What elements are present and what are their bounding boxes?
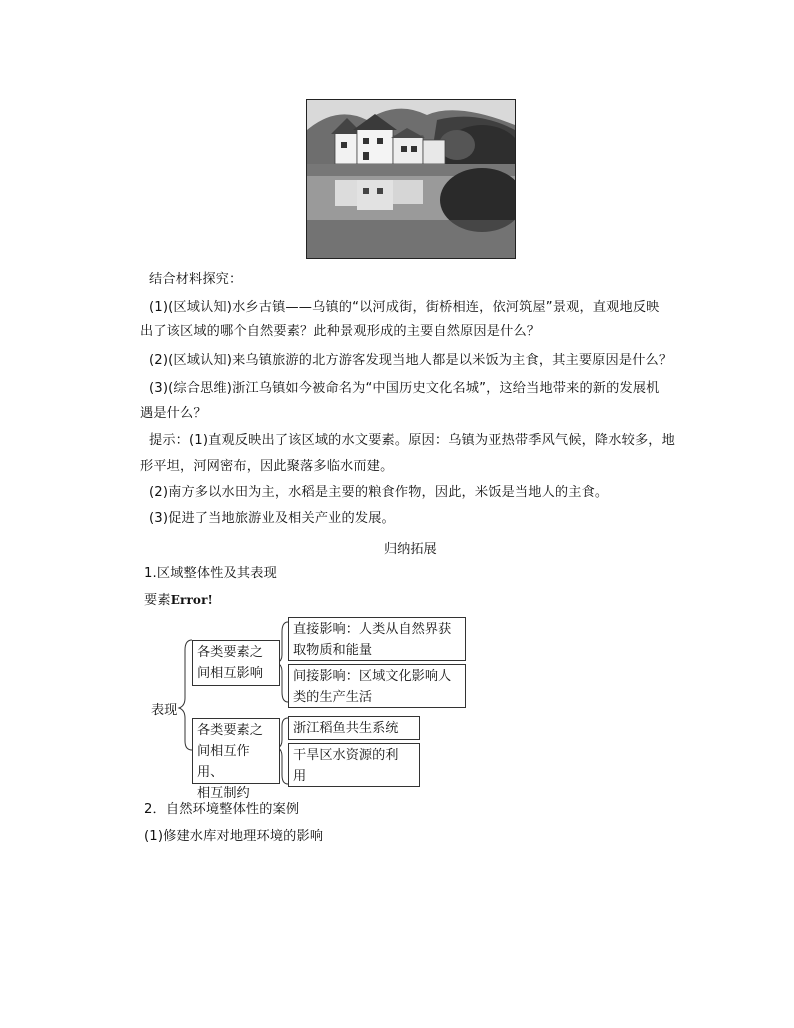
- branch-interaction-constraint: [192, 718, 280, 801]
- section-title: 归纳拓展: [384, 542, 437, 557]
- question-1-line-2: 出了该区域的哪个自然要素？此种景观形成的主要自然原因是什么？: [140, 324, 541, 339]
- direct-influence-box: [288, 617, 466, 661]
- arid-water-use-box: [288, 743, 420, 787]
- branch2-line-2: 间相互作用、: [197, 744, 250, 780]
- diagram-root-label: 表现: [151, 703, 178, 718]
- rice-fish-line-1: 浙江稻鱼共生系统: [293, 721, 399, 736]
- rice-fish-system-box: [288, 716, 420, 740]
- hint-line-1: 提示：(1)直观反映出了该区域的水文要素。原因：乌镇为亚热带季风气候，降水较多，地: [149, 433, 675, 448]
- heading-3: (1)修建水库对地理环境的影响: [144, 829, 324, 844]
- heading-1: 1.区域整体性及其表现: [144, 566, 277, 581]
- question-2: (2)(区域认知)来乌镇旅游的北方游客发现当地人都是以米饭为主食，其主要原因是什么？: [149, 353, 673, 368]
- hint-line-4: (3)促进了当地旅游业及相关产业的发展。: [149, 511, 395, 526]
- question-3-line-2: 遇是什么？: [140, 406, 207, 421]
- indirect-influence-line-1: 间接影响：区域文化影响人: [293, 669, 452, 684]
- question-3-line-1: (3)(综合思维)浙江乌镇如今被命名为“中国历史文化名城”，这给当地带来的新的发展机: [149, 381, 660, 396]
- heading-2: 2．自然环境整体性的案例: [144, 802, 300, 817]
- indirect-influence-line-2: 类的生产生活: [293, 690, 373, 705]
- question-1-line-1: (1)(区域认知)水乡古镇——乌镇的“以河成街，街桥相连，依河筑屋”景观，直观地反映: [149, 300, 660, 315]
- direct-influence-line-2: 取物质和能量: [293, 643, 373, 658]
- intro-text: 结合材料探究：: [149, 272, 243, 287]
- branch-mutual-influence: [192, 640, 280, 686]
- branch2-line-1: 各类要素之: [197, 723, 263, 738]
- branch1-line-2: 间相互影响: [197, 666, 263, 681]
- hint-line-2: 形平坦，河网密布，因此聚落多临水而建。: [140, 459, 394, 474]
- error-text: Error!: [170, 593, 213, 607]
- branch2-line-3: 相互制约: [197, 786, 250, 801]
- elements-prefix: 要素: [144, 593, 171, 608]
- indirect-influence-box: [288, 664, 466, 708]
- branch1-line-1: 各类要素之: [197, 645, 263, 660]
- arid-water-line-2: 用: [293, 769, 307, 784]
- direct-influence-line-1: 直接影响：人类从自然界获: [293, 622, 452, 637]
- arid-water-line-1: 干旱区水资源的利: [293, 748, 399, 763]
- hint-line-3: (2)南方多以水田为主，水稻是主要的粮食作物，因此，米饭是当地人的主食。: [149, 485, 609, 500]
